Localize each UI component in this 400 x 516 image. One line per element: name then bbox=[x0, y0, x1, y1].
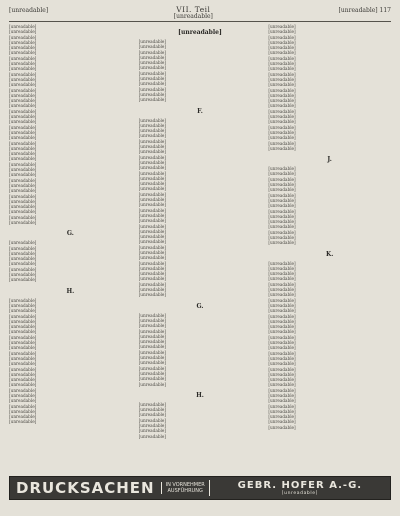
directory-entry: [unreadable] bbox=[268, 271, 296, 277]
section-heading: G. bbox=[196, 302, 204, 310]
directory-entry: [unreadable] bbox=[138, 244, 166, 250]
directory-entry: [unreadable] bbox=[138, 170, 166, 176]
directory-entry: [unreadable] bbox=[268, 292, 296, 298]
directory-entry: [unreadable] bbox=[138, 191, 166, 197]
directory-entry: [unreadable] bbox=[138, 417, 166, 423]
directory-entry: [unreadable] bbox=[9, 272, 37, 278]
section-heading: H. bbox=[196, 391, 204, 399]
directory-entry: [unreadable] bbox=[138, 159, 166, 165]
directory-entry: [unreadable] bbox=[268, 129, 296, 135]
directory-entry: [unreadable] bbox=[138, 360, 166, 366]
directory-entry: [unreadable] bbox=[138, 54, 166, 60]
directory-entry: [unreadable] bbox=[268, 124, 296, 130]
directory-entry: [unreadable] bbox=[268, 45, 296, 51]
section-heading: J. bbox=[327, 156, 332, 164]
directory-entry: [unreadable] bbox=[268, 98, 296, 104]
directory-entry: [unreadable] bbox=[9, 398, 37, 404]
directory-entry: [unreadable] bbox=[138, 423, 166, 428]
directory-entry: [unreadable] bbox=[268, 234, 296, 240]
directory-entry: [unreadable] bbox=[268, 39, 296, 45]
directory-entry: [unreadable] bbox=[9, 219, 37, 225]
directory-entry: [unreadable] bbox=[9, 135, 37, 141]
directory-entry: [unreadable] bbox=[9, 92, 37, 98]
directory-entry: [unreadable] bbox=[9, 50, 37, 56]
header-left: [unreadable] bbox=[9, 7, 49, 14]
directory-entry: [unreadable] bbox=[9, 188, 37, 194]
directory-entry: [unreadable] bbox=[9, 345, 37, 351]
directory-entry: [unreadable] bbox=[9, 240, 37, 246]
advertisement-banner bbox=[9, 476, 391, 500]
directory-entry: [unreadable] bbox=[138, 39, 166, 44]
directory-entry: [unreadable] bbox=[268, 87, 296, 93]
directory-entry: [unreadable] bbox=[138, 91, 166, 97]
directory-entry: [unreadable] bbox=[138, 317, 166, 323]
directory-entry: [unreadable] bbox=[268, 297, 296, 303]
directory-entry: [unreadable] bbox=[9, 382, 37, 388]
directory-entry: [unreadable] bbox=[138, 333, 166, 339]
directory-entry: [unreadable] bbox=[9, 198, 37, 204]
banner-company-name: GEBR. HOFER A.-G. bbox=[237, 480, 363, 491]
column-1 bbox=[9, 24, 132, 471]
directory-entry: [unreadable] bbox=[138, 223, 166, 229]
section-heading: [unreadable] bbox=[178, 29, 222, 36]
directory-entry: [unreadable] bbox=[138, 370, 166, 376]
directory-entry: [unreadable] bbox=[9, 161, 37, 167]
directory-entry: [unreadable] bbox=[9, 193, 37, 199]
directory-entry: [unreadable] bbox=[9, 82, 37, 88]
banner-tagline bbox=[161, 482, 209, 494]
column-3 bbox=[268, 24, 391, 471]
directory-entry: [unreadable] bbox=[268, 260, 296, 266]
directory-entry: [unreadable] bbox=[9, 24, 37, 29]
directory-entry: [unreadable] bbox=[138, 349, 166, 355]
header-center bbox=[174, 6, 213, 20]
directory-entry: [unreadable] bbox=[138, 228, 166, 234]
directory-entry: [unreadable] bbox=[138, 65, 166, 71]
directory-entry: [unreadable] bbox=[9, 29, 37, 35]
directory-entry: [unreadable] bbox=[138, 186, 166, 192]
directory-entry: [unreadable] bbox=[138, 401, 166, 407]
directory-entry: [unreadable] bbox=[9, 145, 37, 151]
column-2 bbox=[139, 24, 262, 471]
directory-entry: [unreadable] bbox=[268, 103, 296, 109]
directory-entry: [unreadable] bbox=[9, 98, 37, 104]
directory-entry: [unreadable] bbox=[138, 344, 166, 350]
directory-entry: [unreadable] bbox=[268, 145, 296, 151]
directory-entry: [unreadable] bbox=[9, 34, 37, 40]
directory-entry: [unreadable] bbox=[268, 240, 296, 246]
page-subtitle: [unreadable] bbox=[173, 13, 213, 20]
header-page-number: [unreadable] 117 bbox=[338, 7, 391, 14]
directory-entry: [unreadable] bbox=[268, 324, 296, 330]
directory-entry: [unreadable] bbox=[138, 381, 166, 387]
directory-entry: [unreadable] bbox=[138, 175, 166, 181]
directory-entry: [unreadable] bbox=[268, 171, 296, 177]
directory-entry: [unreadable] bbox=[138, 122, 166, 128]
directory-entry: [unreadable] bbox=[268, 82, 296, 88]
directory-entry: [unreadable] bbox=[268, 34, 296, 40]
section-heading: K. bbox=[326, 250, 334, 258]
directory-entry: [unreadable] bbox=[138, 292, 166, 298]
directory-entry: [unreadable] bbox=[138, 323, 166, 329]
directory-entry: [unreadable] bbox=[268, 108, 296, 114]
directory-entry: [unreadable] bbox=[9, 250, 37, 256]
directory-entry: [unreadable] bbox=[268, 61, 296, 67]
directory-entry: [unreadable] bbox=[268, 398, 296, 404]
directory-entry: [unreadable] bbox=[138, 355, 166, 361]
directory-entry: [unreadable] bbox=[9, 245, 37, 251]
directory-entry: [unreadable] bbox=[138, 260, 166, 266]
directory-entry: [unreadable] bbox=[9, 393, 37, 398]
header-rule bbox=[9, 21, 391, 22]
page-title: VII. Teil bbox=[176, 5, 211, 14]
directory-entry: [unreadable] bbox=[268, 213, 296, 219]
directory-entry: [unreadable] bbox=[138, 287, 166, 293]
directory-entry: [unreadable] bbox=[9, 297, 37, 303]
directory-entry: [unreadable] bbox=[138, 149, 166, 155]
directory-entry: [unreadable] bbox=[9, 55, 37, 61]
directory-entry: [unreadable] bbox=[268, 135, 296, 141]
directory-entry: [unreadable] bbox=[138, 154, 166, 160]
directory-entry: [unreadable] bbox=[268, 92, 296, 98]
directory-entry: [unreadable] bbox=[268, 340, 296, 346]
directory-entry: [unreadable] bbox=[9, 204, 37, 210]
directory-entry: [unreadable] bbox=[268, 182, 296, 188]
directory-entry: [unreadable] bbox=[9, 277, 37, 283]
directory-entry: [unreadable] bbox=[9, 366, 37, 372]
directory-entry: [unreadable] bbox=[268, 265, 296, 271]
directory-entry: [unreadable] bbox=[138, 181, 166, 187]
directory-entry: [unreadable] bbox=[9, 414, 37, 420]
directory-entry: [unreadable] bbox=[9, 408, 37, 414]
directory-entry: [unreadable] bbox=[9, 177, 37, 183]
directory-entry: [unreadable] bbox=[9, 377, 37, 383]
directory-entry: [unreadable] bbox=[138, 202, 166, 208]
directory-entry: [unreadable] bbox=[268, 371, 296, 377]
directory-entry: [unreadable] bbox=[9, 361, 37, 367]
directory-entry: [unreadable] bbox=[9, 39, 37, 45]
directory-entry: [unreadable] bbox=[268, 140, 296, 146]
section-heading: G. bbox=[66, 230, 74, 238]
directory-entry: [unreadable] bbox=[268, 393, 296, 398]
directory-entry: [unreadable] bbox=[268, 192, 296, 198]
section-heading: H. bbox=[66, 287, 75, 295]
directory-entry: [unreadable] bbox=[9, 403, 37, 409]
directory-entry: [unreadable] bbox=[9, 45, 37, 51]
directory-entry: [unreadable] bbox=[268, 361, 296, 367]
directory-entry: [unreadable] bbox=[268, 276, 296, 282]
directory-entry: [unreadable] bbox=[9, 119, 37, 125]
directory-entry: [unreadable] bbox=[138, 86, 166, 92]
directory-entry: [unreadable] bbox=[138, 249, 166, 255]
directory-entry: [unreadable] bbox=[9, 387, 37, 393]
directory-entry: [unreadable] bbox=[9, 261, 37, 267]
directory-entry: [unreadable] bbox=[268, 224, 296, 230]
directory-entry: [unreadable] bbox=[138, 428, 166, 434]
directory-entry: [unreadable] bbox=[9, 129, 37, 135]
banner-company bbox=[209, 480, 390, 496]
directory-entry: [unreadable] bbox=[268, 355, 296, 361]
directory-entry: [unreadable] bbox=[9, 114, 37, 120]
directory-entry: [unreadable] bbox=[138, 365, 166, 371]
directory-entry: [unreadable] bbox=[138, 328, 166, 334]
directory-entry: [unreadable] bbox=[268, 387, 296, 393]
directory-entry: [unreadable] bbox=[138, 117, 166, 123]
directory-entry: [unreadable] bbox=[268, 403, 296, 409]
directory-entry: [unreadable] bbox=[9, 302, 37, 308]
directory-columns bbox=[9, 24, 391, 471]
directory-entry: [unreadable] bbox=[9, 350, 37, 356]
directory-entry: [unreadable] bbox=[138, 60, 166, 66]
directory-entry: [unreadable] bbox=[138, 407, 166, 413]
directory-entry: [unreadable] bbox=[268, 318, 296, 324]
directory-entry: [unreadable] bbox=[268, 187, 296, 193]
directory-entry: [unreadable] bbox=[268, 329, 296, 335]
directory-entry: [unreadable] bbox=[9, 108, 37, 114]
directory-entry: [unreadable] bbox=[138, 265, 166, 271]
directory-entry: [unreadable] bbox=[138, 138, 166, 144]
directory-entry: [unreadable] bbox=[268, 281, 296, 287]
directory-entry: [unreadable] bbox=[9, 419, 37, 425]
directory-entry: [unreadable] bbox=[138, 49, 166, 55]
directory-entry: [unreadable] bbox=[138, 70, 166, 76]
directory-entry: [unreadable] bbox=[268, 55, 296, 61]
directory-entry: [unreadable] bbox=[9, 256, 37, 262]
directory-entry: [unreadable] bbox=[9, 151, 37, 157]
directory-entry: [unreadable] bbox=[268, 219, 296, 225]
directory-entry: [unreadable] bbox=[9, 172, 37, 178]
directory-entry: [unreadable] bbox=[138, 276, 166, 282]
directory-entry: [unreadable] bbox=[268, 350, 296, 356]
directory-entry: [unreadable] bbox=[9, 334, 37, 340]
directory-entry: [unreadable] bbox=[138, 165, 166, 171]
directory-entry: [unreadable] bbox=[9, 76, 37, 82]
directory-entry: [unreadable] bbox=[9, 371, 37, 377]
directory-entry: [unreadable] bbox=[138, 433, 166, 439]
directory-entry: [unreadable] bbox=[268, 366, 296, 372]
section-heading: F. bbox=[197, 107, 203, 115]
directory-entry: [unreadable] bbox=[268, 377, 296, 383]
directory-entry: [unreadable] bbox=[138, 76, 166, 82]
banner-tagline-line-1: IN VORNEHMER bbox=[165, 482, 205, 488]
directory-entry: [unreadable] bbox=[9, 87, 37, 93]
directory-entry: [unreadable] bbox=[268, 24, 296, 29]
directory-entry: [unreadable] bbox=[9, 61, 37, 67]
directory-entry: [unreadable] bbox=[138, 212, 166, 218]
directory-entry: [unreadable] bbox=[268, 176, 296, 182]
directory-entry: [unreadable] bbox=[268, 119, 296, 125]
directory-entry: [unreadable] bbox=[138, 44, 166, 50]
directory-entry: [unreadable] bbox=[9, 71, 37, 77]
directory-entry: [unreadable] bbox=[138, 207, 166, 213]
directory-entry: [unreadable] bbox=[9, 167, 37, 173]
directory-entry: [unreadable] bbox=[9, 355, 37, 361]
directory-entry: [unreadable] bbox=[268, 166, 296, 172]
directory-entry: [unreadable] bbox=[9, 324, 37, 330]
directory-entry: [unreadable] bbox=[268, 71, 296, 77]
directory-entry: [unreadable] bbox=[268, 66, 296, 72]
page-header bbox=[9, 6, 391, 20]
directory-entry: [unreadable] bbox=[9, 313, 37, 319]
directory-entry: [unreadable] bbox=[138, 339, 166, 345]
directory-entry: [unreadable] bbox=[268, 50, 296, 56]
directory-entry: [unreadable] bbox=[268, 29, 296, 35]
directory-entry: [unreadable] bbox=[9, 329, 37, 335]
directory-entry: [unreadable] bbox=[268, 203, 296, 209]
directory-entry: [unreadable] bbox=[9, 66, 37, 72]
directory-entry: [unreadable] bbox=[9, 124, 37, 130]
directory-entry: [unreadable] bbox=[9, 340, 37, 346]
directory-entry: [unreadable] bbox=[9, 214, 37, 220]
directory-entry: [unreadable] bbox=[268, 302, 296, 308]
directory-entry: [unreadable] bbox=[268, 313, 296, 319]
directory-entry: [unreadable] bbox=[9, 156, 37, 162]
directory-entry: [unreadable] bbox=[138, 97, 166, 103]
directory-entry: [unreadable] bbox=[9, 103, 37, 109]
directory-entry: [unreadable] bbox=[268, 334, 296, 340]
directory-entry: [unreadable] bbox=[9, 182, 37, 188]
directory-entry: [unreadable] bbox=[138, 81, 166, 87]
directory-entry: [unreadable] bbox=[268, 197, 296, 203]
directory-entry: [unreadable] bbox=[138, 312, 166, 318]
directory-entry: [unreadable] bbox=[138, 133, 166, 139]
directory-entry: [unreadable] bbox=[268, 287, 296, 293]
directory-entry: [unreadable] bbox=[268, 414, 296, 420]
directory-entry: [unreadable] bbox=[138, 218, 166, 224]
directory-entry: [unreadable] bbox=[138, 128, 166, 134]
directory-entry: [unreadable] bbox=[138, 281, 166, 287]
directory-entry: [unreadable] bbox=[138, 144, 166, 150]
directory-entry: [unreadable] bbox=[268, 76, 296, 82]
directory-entry: [unreadable] bbox=[268, 229, 296, 235]
directory-entry: [unreadable] bbox=[268, 424, 296, 430]
directory-entry: [unreadable] bbox=[9, 308, 37, 314]
directory-entry: [unreadable] bbox=[268, 345, 296, 351]
directory-entry: [unreadable] bbox=[9, 266, 37, 272]
directory-entry: [unreadable] bbox=[138, 412, 166, 418]
banner-tagline-line-2: AUSFÜHRUNG bbox=[167, 488, 203, 494]
directory-entry: [unreadable] bbox=[138, 239, 166, 245]
banner-print-label: DRUCKSACHEN bbox=[16, 479, 155, 497]
directory-entry: [unreadable] bbox=[268, 382, 296, 388]
directory-entry: [unreadable] bbox=[138, 255, 166, 261]
directory-entry: [unreadable] bbox=[268, 114, 296, 120]
directory-entry: [unreadable] bbox=[9, 140, 37, 146]
directory-entry: [unreadable] bbox=[268, 208, 296, 214]
directory-entry: [unreadable] bbox=[138, 234, 166, 240]
directory-entry: [unreadable] bbox=[268, 419, 296, 425]
directory-entry: [unreadable] bbox=[9, 209, 37, 215]
directory-entry: [unreadable] bbox=[138, 197, 166, 203]
directory-entry: [unreadable] bbox=[268, 308, 296, 314]
directory-entry: [unreadable] bbox=[138, 271, 166, 277]
directory-entry: [unreadable] bbox=[9, 318, 37, 324]
directory-entry: [unreadable] bbox=[268, 408, 296, 414]
banner-company-address: [unreadable] bbox=[281, 491, 318, 496]
directory-entry: [unreadable] bbox=[138, 376, 166, 382]
